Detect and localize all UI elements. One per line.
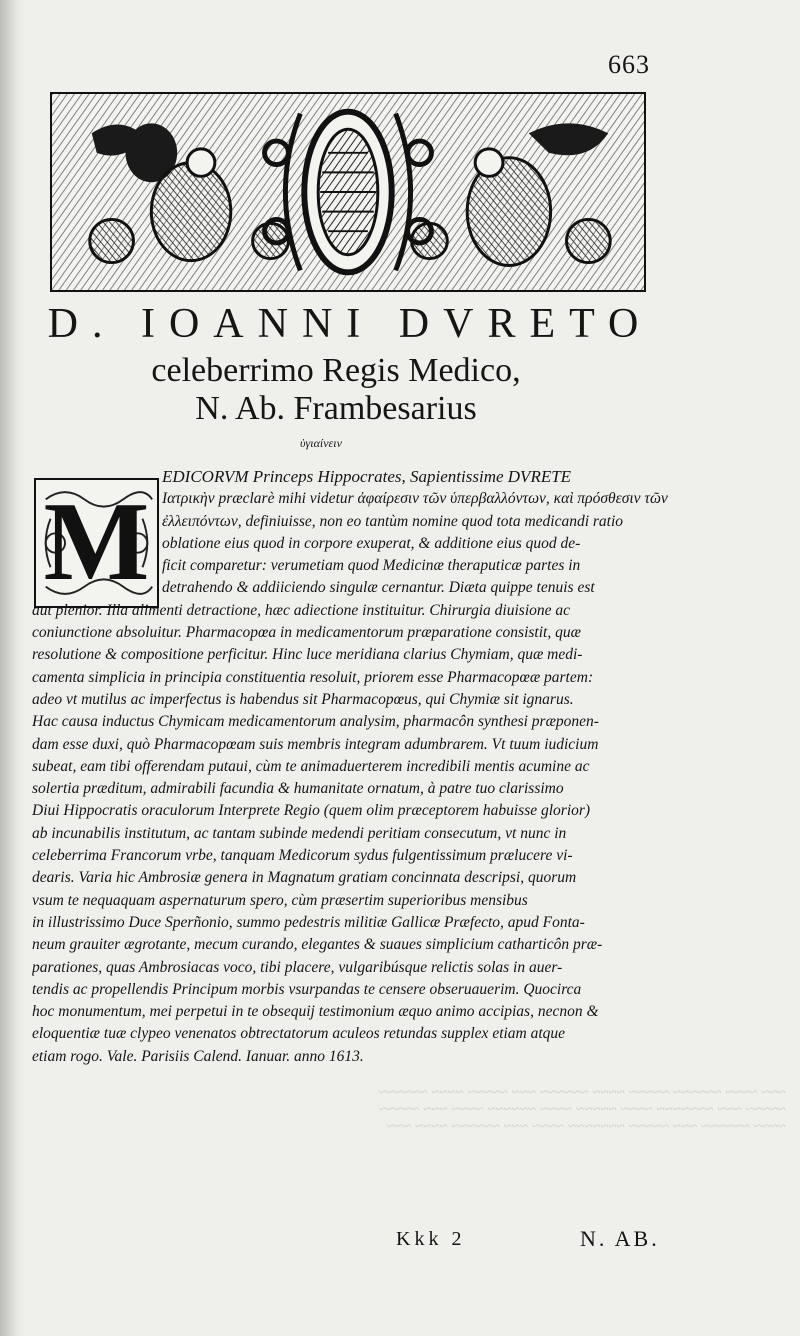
text-line: ab incunabilis institutum, ac tantam subinde medendi peritiam consecutum, vt nunc in	[32, 824, 567, 842]
text-line: in illustrissimo Duce Sperñonio, summo pedestris militiæ Gallicæ Præfecto, apud Fonta-	[32, 913, 585, 931]
text-line: celeberrima Francorum vrbe, tanquam Medicorum sydus fulgentissimum prælucere vi-	[32, 847, 573, 865]
text-line: oblatione eius quod in corpore exuperat, & additione eius quod de-	[162, 534, 581, 552]
initial-letter: M	[43, 480, 150, 604]
text-line: vsum te nequaquam aspernaturum spero, cùm præsertim superioribus mensibus	[32, 891, 528, 909]
woodcut-headpiece	[50, 92, 646, 292]
text-line: adeo vt mutilus ac imperfectus is habendus sit Pharmacopœus, qui Chymiæ sit ignarus.	[32, 690, 574, 708]
page-number: 663	[608, 50, 650, 79]
text-line: ficit comparetur: verumetiam quod Medicinæ theraputicæ partes in	[162, 557, 581, 575]
text-line: coniunctione absoluitur. Pharmacopœa in medicamentorum præparatione consistit, quæ	[32, 624, 581, 642]
catchword: N. AB.	[580, 1226, 660, 1251]
signature-mark: Kkk 2	[396, 1228, 466, 1250]
text-line: dearis. Varia hic Ambrosiæ genera in Magnatum gratiam concinnata descripsi, quorum	[32, 869, 577, 887]
text-line: parationes, quas Ambrosiacas voco, tibi placere, vulgaribúsque relictis solas in auer-	[32, 958, 563, 976]
text-line: solertia præditum, admirabili facundia & humanitate ornatum, à patre tuo clarissimo	[32, 780, 564, 798]
text-line: camenta simplicia in principia constituentia resoluit, priorem esse Pharmacopœæ partem:	[32, 668, 594, 686]
text-line: Ιατρικὴν præclarè mihi videtur ἀφαίρεσιν τῶν ὑπερβαλλόντων, καὶ πρόσθεσιν τῶν	[162, 490, 668, 508]
text-line: neum grauiter ægrotante, mecum curando, elegantes & suaues simplicium catharticôn præ-	[32, 936, 603, 954]
text-line: Hac causa inductus Chymicam medicamentorum analysim, pharmacôn synthesi præponen-	[32, 713, 599, 731]
text-line: EDICORVM Princeps Hippocrates, Sapientissime DVRETE	[162, 467, 572, 486]
text-line: resolutione & compositione perficitur. Hinc luce meridiana clarius Chymiam, quæ medi-	[32, 646, 583, 664]
text-line: hoc monumentum, mei perpetui in te obsequij testimonium æquo animo accipias, necnon &	[32, 1003, 599, 1021]
text-line: subeat, eam tibi offerendam putaui, cùm te animaduerterem incredibili mentis acumine ac	[32, 757, 590, 775]
dedication-body	[32, 466, 682, 1068]
page-edge-shadow	[0, 0, 26, 1336]
title-author: N. Ab. Frambesarius	[195, 390, 477, 427]
bleed-through-text: ~~~ ~~~~ ~~~~~~ ~~~~~ ~~~~ ~~~~~~ ~~~ ~~~~~ ~~~~ ~~~~~~ ~~~~~ ~~~ ~~~~~~~ ~~~~ ~~~~~ ~~~~ ~~~~~~ ~~~~ ~~~ ~~~~~ ~~~~ ~~~~~~ ~~~ ~~~~~ ~~~~~~~ ~~~~ ~~~ ~~~~~~ ~~~~ ~~~	[378, 1085, 786, 1135]
title-recipient-role: celeberrimo Regis Medico,	[151, 352, 521, 389]
greek-greeting: ὑγιαίνειν	[300, 436, 342, 450]
text-line: aut plenior. Illa alimenti detractione, hæc adiectione instituitur. Chirurgia diuisione ac	[32, 601, 571, 619]
text-line: Diui Hippocratis oraculorum Interprete Regio (quem olim præceptorem habuisse glorior)	[32, 802, 591, 820]
text-line: detrahendo & addiiciendo singulæ cernantur. Diæta quippe tenuis est	[162, 579, 595, 597]
text-line: dam esse duxi, quò Pharmacopœam suis membris integram adumbrarem. Vt tuum iudicium	[32, 735, 599, 753]
woodcut-ornament-graphic	[52, 94, 644, 290]
title-recipient-name: D. IOANNI DVRETO	[47, 301, 653, 347]
text-line: eloquentiæ tuæ clypeo venenatos obtrectatorum aculeos retundas supplex etiam atque	[32, 1025, 566, 1043]
text-line: etiam rogo. Vale. Parisiis Calend. Ianuar. anno 1613.	[32, 1047, 364, 1065]
text-line: tendis ac propellendis Principum morbis vsurpandas te censere obseruauerim. Quocirca	[32, 980, 582, 998]
text-line: ἐλλειπόντων, definiuisse, non eo tantùm nomine quod tota medicandi ratio	[162, 512, 624, 530]
